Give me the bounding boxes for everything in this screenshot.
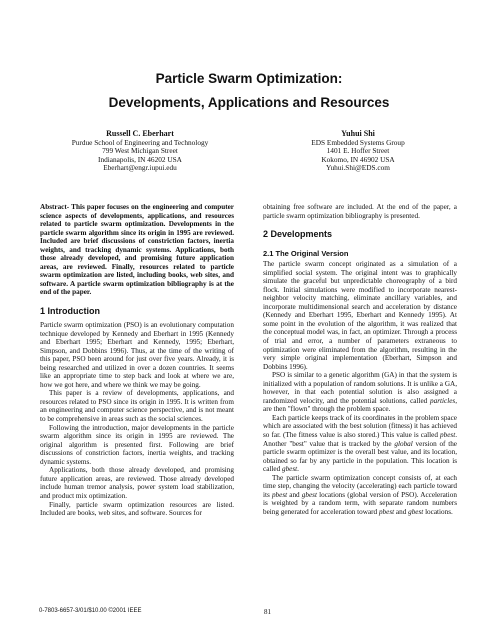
term-pbest: pbest [271, 490, 288, 499]
term-global: global [394, 439, 413, 448]
intro-paragraph-2: This paper is a review of developments, applications, and resources related to PSO since its origin in 1995. It is written from an engineering and computer science perspective, and is not meant to be comprehensive in areas such as the social sciences. [40, 389, 234, 424]
intro-continuation: obtaining free software are included. At the end of the paper, a particle swarm optimization bibliography is presented. [263, 203, 457, 220]
developments-paragraph-2 [263, 371, 457, 414]
term-pbest: pbest [378, 507, 395, 516]
paper-title [0, 70, 498, 111]
author-affiliation: EDS Embedded Systems Group [311, 137, 405, 147]
author-street: 799 West Michigan Street [102, 146, 178, 156]
intro-paragraph-5: Finally, particle swarm optimization resources are listed. Included are books, web sites, and software. Sources for [40, 500, 234, 518]
intro-paragraph-1: Particle swarm optimization (PSO) is an evolutionary computation technique developed by Kennedy and Eberhart in 1995 (Kennedy and Eberhart 1995; Eberhart and Kennedy, 1995; Eberhart, Simpson, and Dobbins 1996). Thus, at the time of the writing of this paper, PSO been around for just over five years. Already, it is being researched and utilized in over a dozen countries. It seems like an appropriate time to step back and look at where we are, how we got here, and where we think we may be going. [40, 321, 234, 389]
text-run: and [394, 507, 409, 516]
author-email: Yuhui.Shi@EDS.com [326, 163, 390, 173]
developments-paragraph-1: The particle swarm concept originated as a simulation of a simplified social system. The original intent was to graphically simulate the graceful but unpredictable choreography of a bird flock. Initial simulations were modified to incorporate nearest-neighbor velocity matching, eliminate ancillary variables, and incorporate multidimensional search and acceleration by distance (Kennedy and Eberhart 1995, Eberhart and Kennedy 1995). At some point in the evolution of the algorithm, it was realized that the conceptual model was, in fact, an optimizer. Through a process of trial and error, a number of parameters extraneous to optimization were eliminated from the algorithm, resulting in the very simple original implementation (Eberhart, Simpson and Dobbins 1996). [263, 260, 457, 371]
author-affiliation: Purdue School of Engineering and Technology [71, 137, 209, 147]
subsection-heading-original-version: 2.1 The Original Version [263, 249, 349, 259]
text-run: version of the particle swarm optimizer is the overall best value, and its location, obtained so far by any particle in the population. This location is called [263, 439, 457, 474]
author-email: Eberhart@engr.iupui.edu [103, 163, 177, 173]
author-name: Yuhui Shi [341, 129, 375, 138]
page-number: 81 [264, 608, 271, 616]
text-run: . [297, 465, 299, 474]
title-line-2: Developments, Applications and Resources [108, 95, 390, 110]
text-run: and [287, 490, 302, 499]
term-gbest: gbest [301, 490, 317, 499]
author-city: Indianapolis, IN 46202 USA [98, 154, 182, 164]
section-heading-introduction: 1 Introduction [40, 306, 100, 317]
abstract: Abstract- This paper focuses on the engineering and computer science aspects of developments, applications, and resources related to particle swarm optimization. Developments in the particle swarm algorithm since its origin in 1995 are reviewed. Included are brief discussions of constriction factors, inertia weights, and tracking dynamic systems. Applications, both those already developed, and promising future application areas, are reviewed. Finally, resources related to particle swarm optimization are listed, including books, web sites, and software. A particle swarm optimization bibliography is at the end of the paper. [40, 203, 234, 297]
intro-paragraph-3: Following the introduction, major developments in the particle swarm algorithm since its origin in 1995 are reviewed. The original algorithm is presented first. Following are brief discussions of constriction factors, inertia weights, and tracking dynamic systems. [40, 423, 234, 466]
text-run: , are then "flown" through the problem space. [263, 396, 457, 414]
term-particles: particles [430, 396, 456, 405]
right-column [263, 203, 457, 517]
text-run: The particle swarm optimization concept consists of, at each time step, changing the velocity (accelerating) each particle toward its [263, 473, 457, 499]
author-eberhart [40, 130, 240, 173]
text-run: locations. [423, 507, 453, 516]
author-shi [258, 130, 458, 173]
text-run: PSO is similar to a genetic algorithm (GA) in that the system is initialized with a population of random solutions. It is unlike a GA, however, in that each potential solution is also assigned a randomized velocity, and the potential solutions, called [263, 371, 457, 405]
text-run: . Another "best" value that is tracked by the [263, 431, 457, 448]
developments-paragraph-3 [263, 414, 457, 474]
developments-paragraph-4 [263, 474, 457, 517]
author-city: Kokomo, IN 46902 USA [321, 154, 395, 164]
isbn-copyright: 0-7803-6657-3/01/$10.00 ©2001 IEEE [39, 608, 142, 614]
intro-paragraph-4: Applications, both those already developed, and promising future application areas, are reviewed. Those already developed include human tremor analysis, power system load stabilization, and product mix optimization. [40, 466, 234, 500]
left-column [40, 203, 234, 518]
text-run: Each particle keeps track of its coordinates in the problem space which are associated with the best solution (fitness) it has achieved so far. (The fitness value is also stored.) This value is called [263, 413, 457, 440]
term-gbest: gbest [408, 507, 424, 516]
author-name: Russell C. Eberhart [106, 129, 174, 138]
term-pbest: pbest [440, 431, 456, 440]
section-heading-developments: 2 Developments [263, 229, 333, 240]
page-footer [39, 608, 459, 614]
text-run: locations (global version of PSO). Acceleration is weighted by a random term, with separate random numbers being generated for acceleration toward [263, 490, 457, 516]
term-gbest: gbest [281, 465, 298, 474]
title-line-1: Particle Swarm Optimization: [155, 71, 343, 86]
author-street: 1401 E. Hoffer Street [326, 146, 390, 156]
